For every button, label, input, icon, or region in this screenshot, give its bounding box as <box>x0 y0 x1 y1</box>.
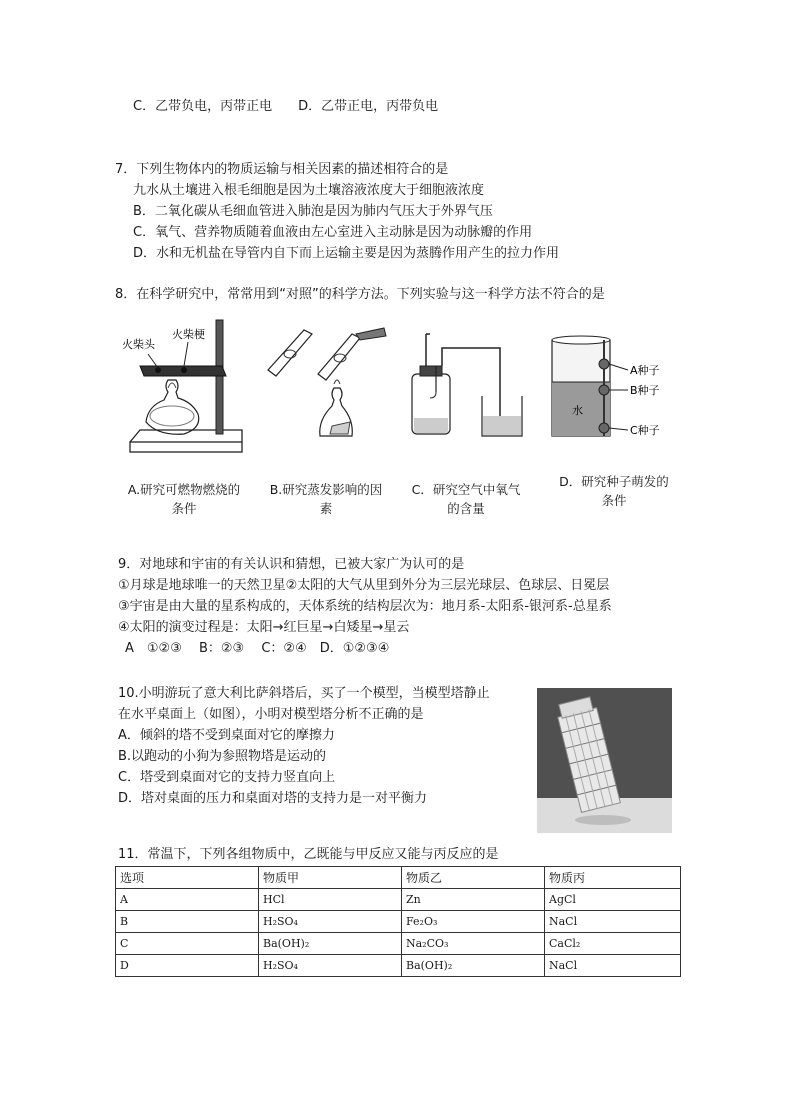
table-row <box>116 911 681 933</box>
q9-choices: A ①②③ B：②③ C：②④ D．①②③④ <box>125 641 390 656</box>
cell-substance-c: NaCl <box>545 955 681 977</box>
seed-c-label: C种子 <box>630 424 660 437</box>
q10-option-d: D．塔对桌面的压力和桌面对塔的支持力是一对平衡力 <box>118 791 428 806</box>
header-substance-b: 物质乙 <box>402 867 545 889</box>
cell-option: D <box>116 955 259 977</box>
cell-substance-a: HCl <box>259 889 402 911</box>
table-row <box>116 933 681 955</box>
q8-caption-a-line2: 条件 <box>171 501 197 516</box>
q9-item-4: ④太阳的演变过程是：太阳→红巨星→白矮星→星云 <box>118 620 410 635</box>
cell-substance-c: AgCl <box>545 889 681 911</box>
q10-option-a: A．倾斜的塔不受到桌面对它的摩擦力 <box>118 728 335 743</box>
q8-figure-b <box>260 318 390 458</box>
q8-caption-d-line2: 条件 <box>601 493 627 508</box>
q8-caption-b-line1: B.研究蒸发影响的因 <box>269 482 383 497</box>
q8-figure-d <box>546 334 684 444</box>
cell-substance-c: CaCl₂ <box>545 933 681 955</box>
cell-substance-a: Ba(OH)₂ <box>259 933 402 955</box>
q7-option-d: D．水和无机盐在导管内自下而上运输主要是因为蒸腾作用产生的拉力作用 <box>133 246 560 261</box>
q7-stem: 7．下列生物体内的物质运输与相关因素的描述相符合的是 <box>115 162 449 177</box>
water-label: 水 <box>572 404 583 417</box>
q10-stem-line1: 10.小明游玩了意大利比萨斜塔后，买了一个模型，当模型塔静止 <box>118 686 490 701</box>
q8-stem: 8．在科学研究中，常常用到“对照”的科学方法。下列实验与这一科学方法不符合的是 <box>115 287 605 302</box>
q8-caption-c <box>398 480 534 518</box>
header-substance-c: 物质丙 <box>545 867 681 889</box>
leaning-tower-photo <box>537 688 672 833</box>
match-head-label: 火柴头 <box>122 338 155 351</box>
cell-substance-b: Na₂CO₃ <box>402 933 545 955</box>
cell-substance-a: H₂SO₄ <box>259 955 402 977</box>
q8-caption-b-line2: 素 <box>319 501 333 516</box>
table-row <box>116 955 681 977</box>
q7-option-b: B．二氧化碳从毛细血管进入肺泡是因为肺内气压大于外界气压 <box>133 204 493 219</box>
q6-options-tail: C．乙带负电，丙带正电 D．乙带正电，丙带负电 <box>133 99 439 114</box>
header-substance-a: 物质甲 <box>259 867 402 889</box>
cell-substance-b: Zn <box>402 889 545 911</box>
q8-caption-d <box>544 472 684 510</box>
q9-stem: 9．对地球和宇宙的有关认识和猜想，已被大家广为认可的是 <box>118 557 465 572</box>
q8-caption-a <box>118 480 250 518</box>
q8-caption-d-line1: D．研究种子萌发的 <box>559 474 669 489</box>
cell-substance-b: Fe₂O₃ <box>402 911 545 933</box>
match-stick-label: 火柴梗 <box>172 328 205 341</box>
cell-substance-c: NaCl <box>545 911 681 933</box>
cell-option: C <box>116 933 259 955</box>
header-option: 选项 <box>116 867 259 889</box>
q8-caption-c-line2: 的含量 <box>447 501 485 516</box>
q10-stem-line2: 在水平桌面上（如图），小明对模型塔分析不正确的是 <box>118 707 424 722</box>
q10-option-c: C．塔受到桌面对它的支持力竖直向上 <box>118 770 336 785</box>
q8-figure-c <box>400 326 530 446</box>
q8-caption-b <box>258 480 394 518</box>
q8-caption-c-line1: C．研究空气中氧气 <box>411 482 521 497</box>
q11-stem: 11．常温下，下列各组物质中，乙既能与甲反应又能与丙反应的是 <box>118 847 499 862</box>
q10-option-b: B.以跑动的小狗为参照物塔是运动的 <box>118 749 327 764</box>
q7-option-a: 九水从土壤进入根毛细胞是因为土壤溶液浓度大于细胞液浓度 <box>133 183 485 198</box>
q9-item-1: ①月球是地球唯一的天然卫星②太阳的大气从里到外分为三层光球层、色球层、日冕层 <box>118 578 610 593</box>
cell-substance-b: Ba(OH)₂ <box>402 955 545 977</box>
cell-option: B <box>116 911 259 933</box>
table-row <box>116 889 681 911</box>
cell-substance-a: H₂SO₄ <box>259 911 402 933</box>
q8-caption-a-line1: A.研究可燃物燃烧的 <box>127 482 241 497</box>
cell-option: A <box>116 889 259 911</box>
seed-a-label: A种子 <box>630 364 660 377</box>
q11-table <box>115 866 681 977</box>
q9-item-3: ③宇宙是由大量的星系构成的，天体系统的结构层次为：地月系-太阳系-银河系-总星系 <box>118 599 612 614</box>
table-header-row <box>116 867 681 889</box>
q8-figure-a <box>118 318 250 458</box>
seed-b-label: B种子 <box>630 384 660 397</box>
q7-option-c: C．氧气、营养物质随着血液由左心室进入主动脉是因为动脉瓣的作用 <box>133 225 533 240</box>
